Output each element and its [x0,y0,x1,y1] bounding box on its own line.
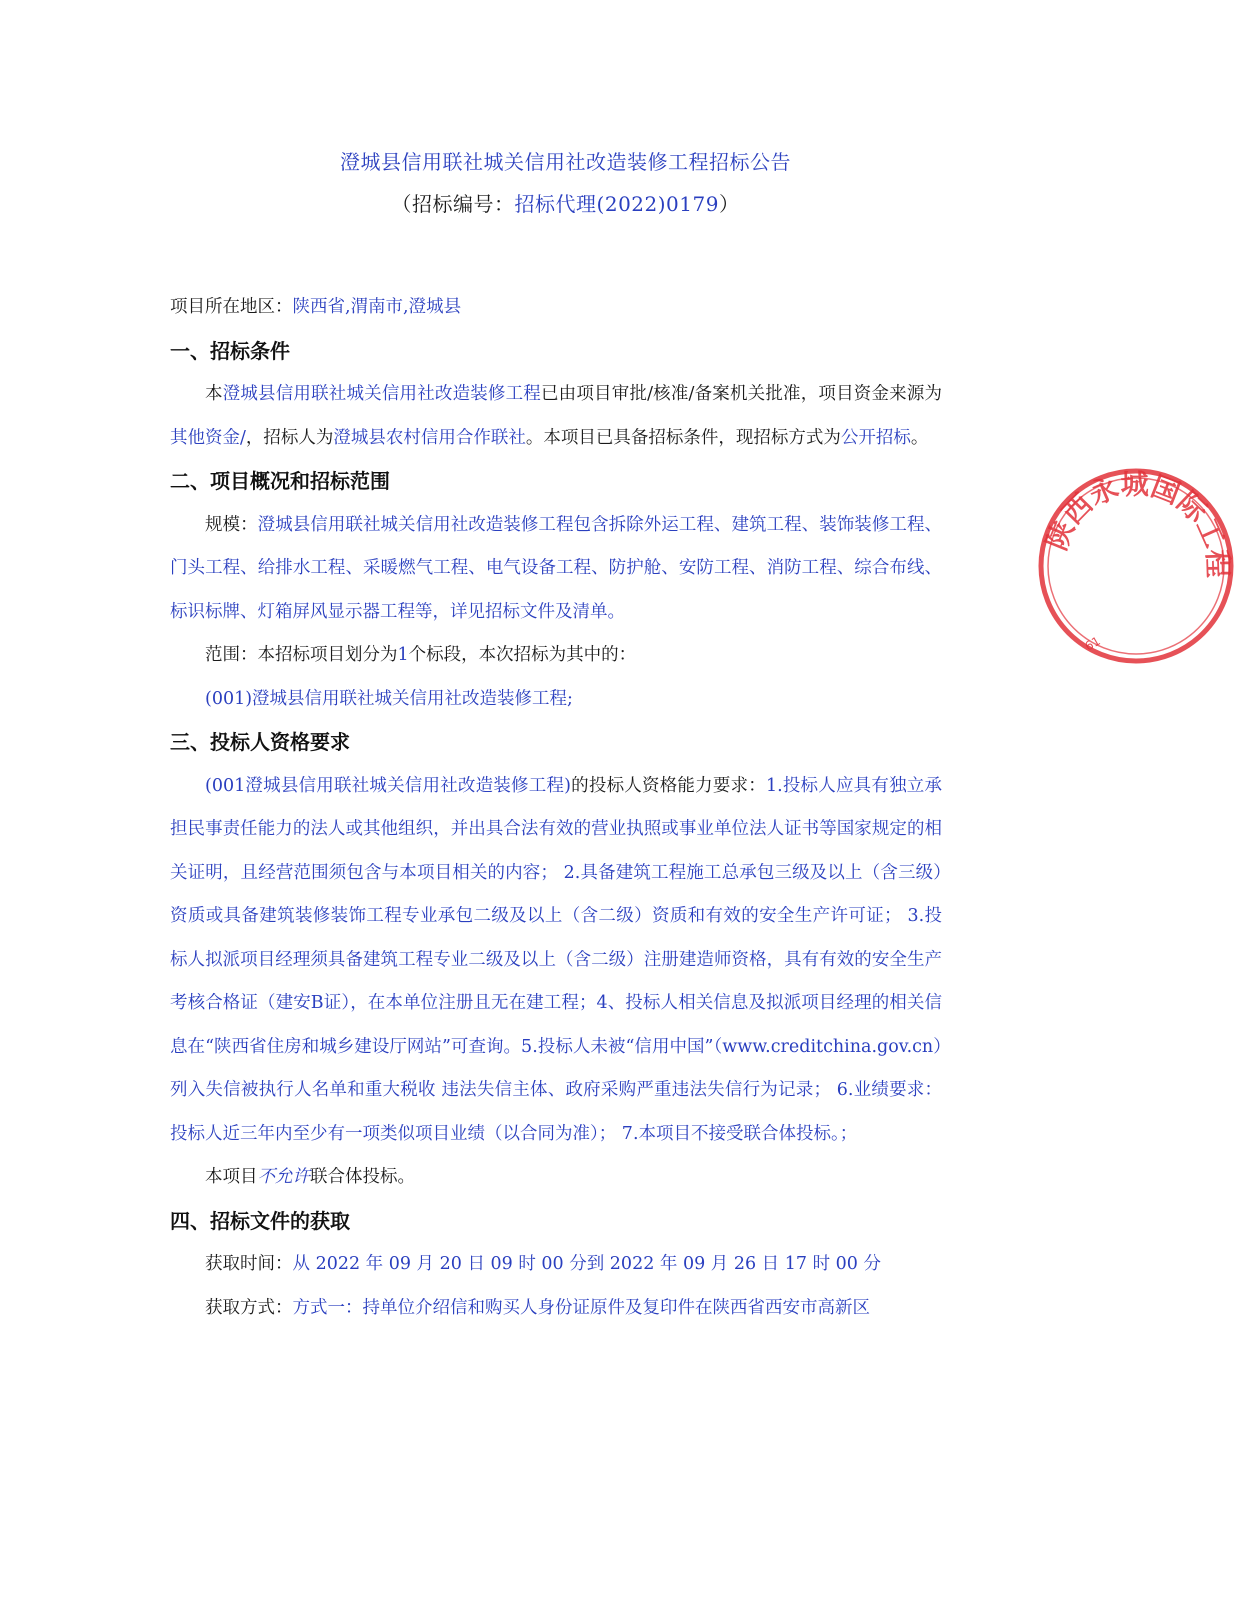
svg-text:陕西永城国际工程 [1040,468,1234,578]
project-location [170,286,942,330]
way-value: 方式一：持单位介绍信和购买人身份证原件及复印件在陕西省西安市高新区 [292,1297,870,1318]
section-2-scale [170,504,942,635]
consortium-text-1: 本项目 [205,1167,258,1187]
s1-text-1: 本 [205,384,223,404]
section-3-heading: 三、投标人资格要求 [170,730,350,754]
section-4-heading: 四、招标文件的获取 [170,1208,350,1233]
consortium-value: 不允许 [257,1167,310,1187]
document-body [170,286,942,1330]
location-label: 项目所在地区： [170,297,293,317]
s1-project-name: 澄城县信用联社城关信用社改造装修工程 [222,384,541,404]
consortium-text-2: 联合体投标。 [310,1167,415,1187]
tender-number-code: 招标代理(2022)0179 [514,192,719,216]
section-1-heading: 一、招标条件 [170,338,290,363]
s1-tender-method: 公开招标 [840,427,911,448]
scale-value: 澄城县信用联社城关信用社改造装修工程包含拆除外运工程、建筑工程、装饰装修工程、门头工程、给排水工程、采暖燃气工程、电气设备工程、防护舱、安防工程、消防工程、综合布线、标识标牌、灯箱屏风显示器工程等，详见招标文件及清单。 [170,514,943,622]
time-label: 获取时间： [205,1254,293,1274]
section-3-consortium [170,1156,942,1200]
section-4-time [170,1243,942,1287]
seal-number: 61 [1082,633,1103,654]
tender-number-prefix: （招标编号： [391,192,515,216]
section-1-paragraph [170,373,942,460]
req-body: 1.投标人应具有独立承担民事责任能力的法人或其他组织，并出具合法有效的营业执照或事业单位法人证书等国家规定的相关证明，且经营范围须包含与本项目相关的内容； 2.具备建筑工程施工总承包三级及以上（含三级）资质或具备建筑装修装饰工程专业承包二级及以上（含二级）资质和有效的安全生产许可证； 3.投标人拟派项目经理须具备建筑工程专业二级及以上（含二级）注册建造师资格，具有有效的安全生产考核合格证（建安B证），在本单位注册且无在建工程；4、投标人相关信息及拟派项目经理的相关信息在“陕西省住房和城乡建设厅网站”可查询。5.投标人未被“信用中国”（www.creditchina.gov.cn）列入失信被执行人名单和重大税收 违法失信主体、政府采购严重违法失信行为记录； 6.业绩要求：投标人近三年内至少有一项类似项目业绩（以合同为准）； 7.本项目不接受联合体投标。； [170,775,943,1144]
s1-text-4: 。本项目已具备招标条件，现招标方式为 [525,427,841,448]
tender-number [0,188,1131,217]
page-title: 澄城县信用联社城关信用社改造装修工程招标公告 [340,150,791,174]
scale-label: 规模： [205,514,258,535]
section-2-lot: (001)澄城县信用联社城关信用社改造装修工程; [205,688,573,709]
location-value: 陕西省,渭南市,澄城县 [292,297,462,317]
s1-text-2: 已由项目审批/核准/备案机关批准，项目资金来源为 [541,384,943,404]
req-mid: 的投标人资格能力要求： [570,775,766,796]
req-lot: (001澄城县信用联社城关信用社改造装修工程) [205,775,571,796]
section-3-requirements [170,765,942,1157]
tender-number-suffix: ） [718,192,740,216]
s1-text-5: 。 [910,427,929,448]
company-seal [1036,466,1236,666]
s1-tenderer: 澄城县农村信用合作联社 [333,427,526,448]
s1-text-3: ，招标人为 [245,427,334,448]
time-value: 从 2022 年 09 月 20 日 09 时 00 分到 2022 年 09 月 26 日 17 时 00 分 [292,1254,881,1274]
section-2-range [170,634,942,678]
section-4-way [170,1287,942,1331]
seal-text: 陕西永城国际工程 [1039,467,1235,579]
section-2-heading: 二、项目概况和招标范围 [170,469,390,493]
range-text-1: 范围：本招标项目划分为 [205,645,398,665]
range-text-2: 个标段，本次招标为其中的： [408,645,637,665]
way-label: 获取方式： [205,1297,293,1318]
s1-fund-source: 其他资金/ [170,427,246,448]
range-count: 1 [397,645,409,665]
